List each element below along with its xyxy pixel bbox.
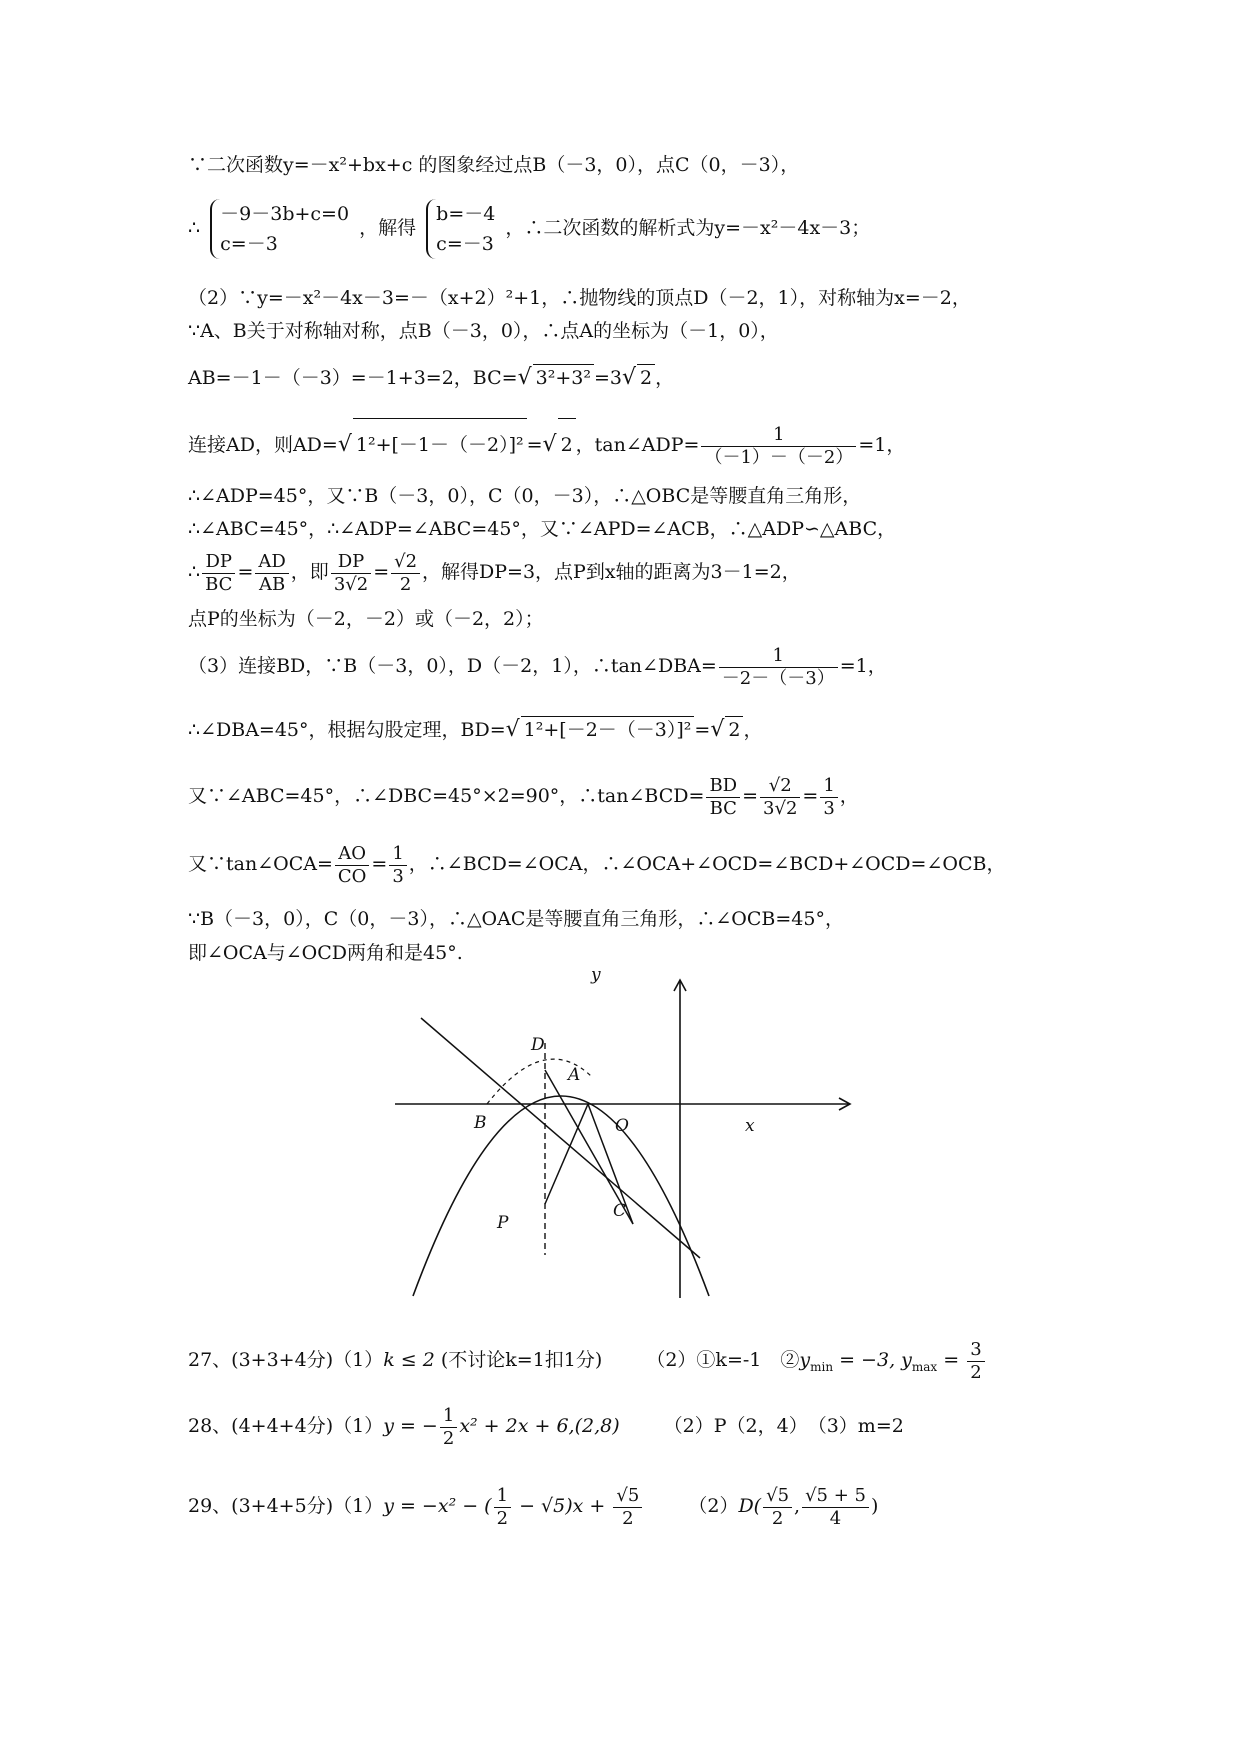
origin-label: O — [615, 1116, 629, 1136]
line-2: ∴ －9－3b+c=0 c=－3 ，解得 b=－4 c=－3 ，∴二次函数的解析式为y=－x²－4x－3； — [188, 196, 870, 260]
line-13: 又∵∠ABC=45°，∴∠DBC=45°×2=90°，∴tan∠BCD= $\frac{BD}{BC}$ = $\frac{√2}{3√2}$ = $\frac{1}{3}$ ， — [188, 774, 859, 819]
line-6: 连接AD，则AD=√ 1²+[－1－（－2）]² =√ 2 ，tan∠ADP= $\frac{1}{(-1)-(-2)}$ =1， — [188, 418, 905, 471]
line-bc — [421, 1018, 700, 1258]
line-15: ∵B（－3，0），C（0，－3），∴△OAC是等腰直角三角形，∴∠OCB=45°， — [188, 908, 844, 930]
fraction: $\frac{1}{(-1)-(-2)}$ — [701, 424, 856, 469]
answer-29: 29、(3+4+5分)（1）y = −x² − ( $\frac{1}{2}$ − √5)x + $\frac{√5}{2}$ （2）D( $\frac{√5}{2}$ , $\frac{√5 + 5}{4}$ ) — [188, 1484, 879, 1529]
line-5: AB=－1－（－3）=－1+3=2，BC=√ 3²+3² =3√ 2 ， — [188, 365, 675, 390]
point-c-label: C — [613, 1201, 627, 1221]
parabola-figure — [395, 968, 855, 1318]
point-a-label: A — [568, 1065, 581, 1085]
line-14: 又∵tan∠OCA= $\frac{AO}{CO}$ = $\frac{1}{3}$ ，∴∠BCD=∠OCA，∴∠OCA+∠OCD=∠BCD+∠OCD=∠OCB， — [188, 842, 1006, 887]
equation-system-1: －9－3b+c=0 c=－3 — [210, 199, 349, 259]
line-12: ∴∠DBA=45°，根据勾股定理，BD=√ 1²+[－2－（－3）]² =√ 2 ， — [188, 717, 763, 742]
parabola-curve — [413, 1096, 709, 1296]
segment-ap — [545, 1104, 588, 1204]
x-label: x — [745, 1116, 755, 1136]
line-3: （2）∵y=－x²－4x－3=－（x+2）²+1，∴抛物线的顶点D（－2，1），对称轴为x=－2， — [188, 287, 971, 309]
line-9: ∴ $\frac{DP}{BC}$ = $\frac{AD}{AB}$ ，即 $\frac{DP}{3√2}$ = $\frac{√2}{2}$ ，解得DP=3，点P到x轴的距离为3－1=2， — [188, 550, 801, 595]
line-16: 即∠OCA与∠OCD两角和是45°. — [188, 942, 463, 964]
answer-28: 28、(4+4+4分)（1）y = − $\frac{1}{2}$ x² + 2x + 6,(2,8) （2）P（2，4） （3）m=2 — [188, 1404, 904, 1449]
line-7: ∴∠ADP=45°，又∵B（－3，0），C（0，－3），∴△OBC是等腰直角三角形， — [188, 485, 862, 507]
line-4: ∵A、B关于对称轴对称，点B（－3，0），∴点A的坐标为（－1，0）， — [188, 320, 779, 342]
point-b-label: B — [474, 1113, 487, 1133]
equation-system-2: b=－4 c=－3 — [426, 199, 495, 259]
line-10: 点P的坐标为（－2，－2）或（－2，2）； — [188, 608, 544, 630]
line-8: ∴∠ABC=45°，∴∠ADP=∠ABC=45°，又∵∠APD=∠ACB，∴△ADP∽△ABC， — [188, 518, 897, 540]
answer-27: 27、(3+3+4分)（1）k ≤ 2 (不讨论k=1扣1分) （2）①k=-1 $②y_{min} = -3$, $y_{max}$ = $\frac{3}{2}$ — [188, 1332, 987, 1395]
line-1: ∵二次函数y=－x²+bx+c 的图象经过点B（－3，0），点C（0，－3）， — [188, 154, 800, 176]
y-label: y — [591, 968, 601, 985]
line-11: （3）连接BD，∵B（－3，0），D（－2，1），∴tan∠DBA= $\frac{1}{-2-(-3)}$ =1， — [188, 644, 887, 689]
point-d-label: D — [531, 1035, 545, 1055]
point-p-label: P — [497, 1213, 509, 1233]
